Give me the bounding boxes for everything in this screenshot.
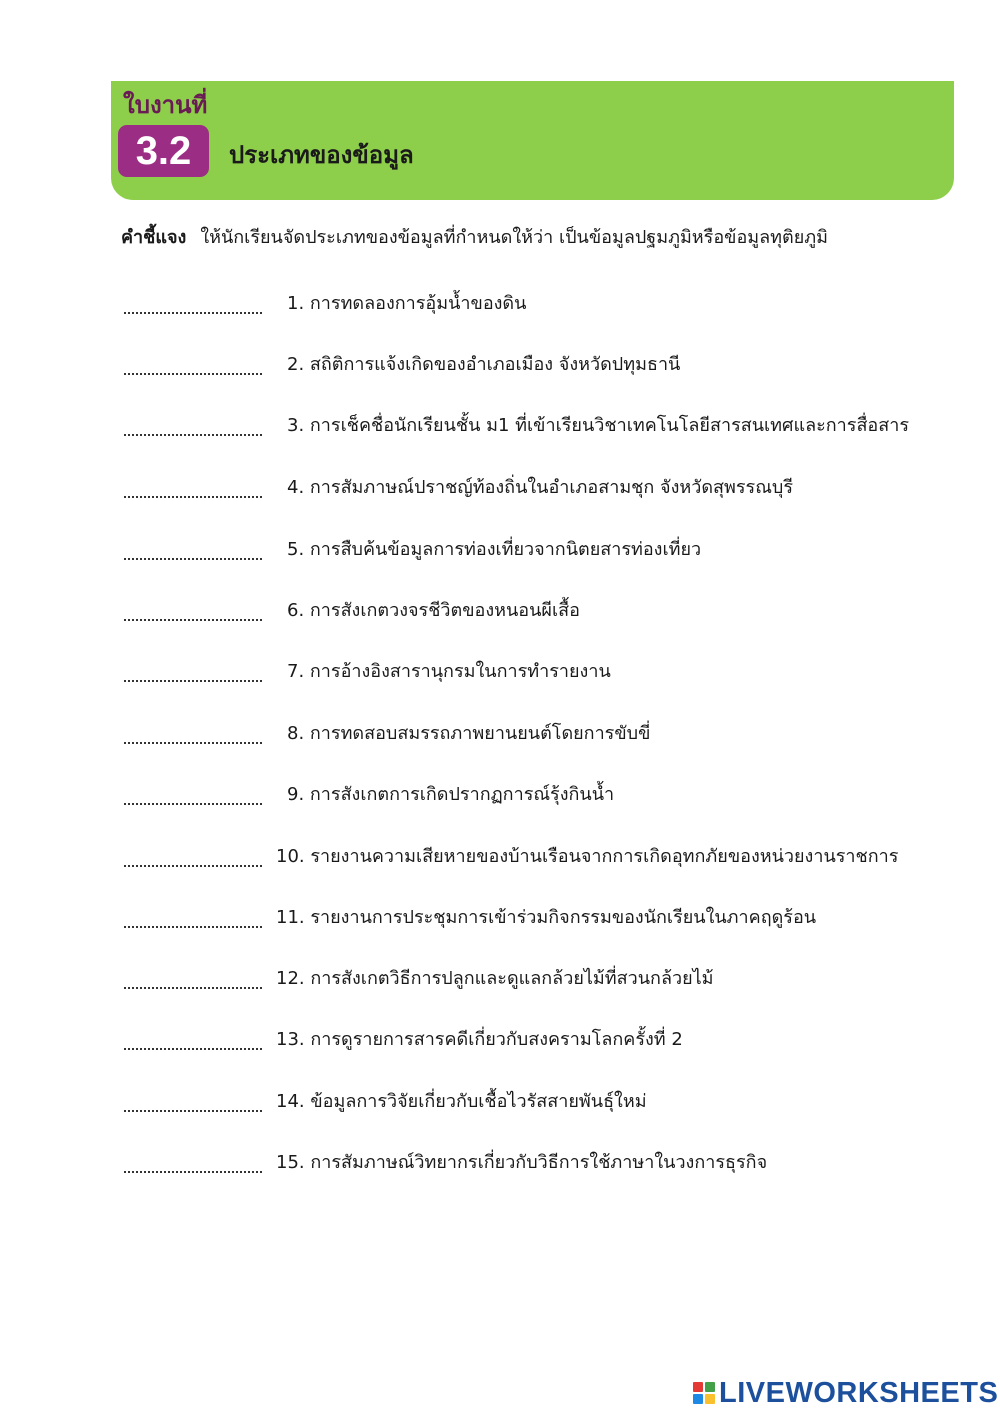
answer-field[interactable]: [124, 845, 262, 867]
question-text: 2. สถิติการแจ้งเกิดของอำเภอเมือง จังหวัดปทุมธานี: [287, 354, 681, 375]
instruction-lead: คำชี้แจง: [121, 227, 187, 248]
question-row: [0, 528, 1000, 568]
instruction-text: ให้นักเรียนจัดประเภทของข้อมูลที่กำหนดให้ว่า เป็นข้อมูลปฐมภูมิหรือข้อมูลทุติยภูมิ: [200, 227, 828, 248]
question-text: 15. การสัมภาษณ์วิทยากรเกี่ยวกับวิธีการใช้ภาษาในวงการธุรกิจ: [276, 1152, 768, 1173]
instruction-line: [121, 222, 981, 251]
answer-field[interactable]: [124, 353, 262, 375]
question-row: [0, 343, 1000, 383]
question-text: 3. การเช็คชื่อนักเรียนชั้น ม1 ที่เข้าเรียนวิชาเทคโนโลยีสารสนเทศและการสื่อสาร: [287, 415, 910, 436]
question-text: 1. การทดลองการอุ้มน้ำของดิน: [287, 293, 527, 314]
question-text: 8. การทดสอบสมรรถภาพยานยนต์โดยการขับขี่: [287, 723, 651, 744]
answer-field[interactable]: [124, 722, 262, 744]
answer-field[interactable]: [124, 538, 262, 560]
question-text: 12. การสังเกตวิธีการปลูกและดูแลกล้วยไม้ที่สวนกล้วยไม้: [276, 968, 714, 989]
question-text: 10. รายงานความเสียหายของบ้านเรือนจากการเกิดอุทกภัยของหน่วยงานราชการ: [276, 846, 899, 867]
question-text: 14. ข้อมูลการวิจัยเกี่ยวกับเชื้อไวรัสสายพันธุ์ใหม่: [276, 1091, 647, 1112]
answer-field[interactable]: [124, 783, 262, 805]
question-row: [0, 1018, 1000, 1058]
question-row: [0, 1141, 1000, 1181]
liveworksheets-logo-icon: [693, 1382, 715, 1404]
question-row: [0, 1080, 1000, 1120]
question-text: 9. การสังเกตการเกิดปรากฏการณ์รุ้งกินน้ำ: [287, 784, 615, 805]
question-text: 4. การสัมภาษณ์ปราชญ์ท้องถิ่นในอำเภอสามชุก จังหวัดสุพรรณบุรี: [287, 477, 793, 498]
answer-field[interactable]: [124, 1090, 262, 1112]
question-row: [0, 835, 1000, 875]
logo-block: [693, 1394, 703, 1404]
worksheet-header: [111, 81, 954, 200]
logo-block: [705, 1382, 715, 1392]
question-row: [0, 957, 1000, 997]
question-text: 5. การสืบค้นข้อมูลการท่องเที่ยวจากนิตยสารท่องเที่ยว: [287, 539, 702, 560]
question-row: [0, 712, 1000, 752]
answer-field[interactable]: [124, 906, 262, 928]
answer-field[interactable]: [124, 292, 262, 314]
question-row: [0, 773, 1000, 813]
question-row: [0, 282, 1000, 322]
question-text: 13. การดูรายการสารคดีเกี่ยวกับสงครามโลกครั้งที่ 2: [276, 1029, 683, 1050]
worksheet-label: ใบงานที่: [123, 91, 208, 119]
question-text: 11. รายงานการประชุมการเข้าร่วมกิจกรรมของนักเรียนในภาคฤดูร้อน: [276, 907, 817, 928]
question-row: [0, 466, 1000, 506]
worksheet-number-badge: 3.2: [118, 125, 209, 177]
question-row: [0, 589, 1000, 629]
liveworksheets-logo-text: LIVEWORKSHEETS: [719, 1376, 999, 1409]
answer-field[interactable]: [124, 476, 262, 498]
logo-block: [705, 1394, 715, 1404]
liveworksheets-logo: [693, 1376, 998, 1410]
question-row: [0, 404, 1000, 444]
answer-field[interactable]: [124, 660, 262, 682]
answer-field[interactable]: [124, 967, 262, 989]
worksheet-title: ประเภทของข้อมูล: [229, 141, 414, 169]
question-row: [0, 896, 1000, 936]
logo-block: [693, 1382, 703, 1392]
question-text: 6. การสังเกตวงจรชีวิตของหนอนผีเสื้อ: [287, 600, 580, 621]
answer-field[interactable]: [124, 1028, 262, 1050]
question-row: [0, 650, 1000, 690]
answer-field[interactable]: [124, 599, 262, 621]
answer-field[interactable]: [124, 1151, 262, 1173]
answer-field[interactable]: [124, 414, 262, 436]
question-text: 7. การอ้างอิงสารานุกรมในการทำรายงาน: [287, 661, 611, 682]
